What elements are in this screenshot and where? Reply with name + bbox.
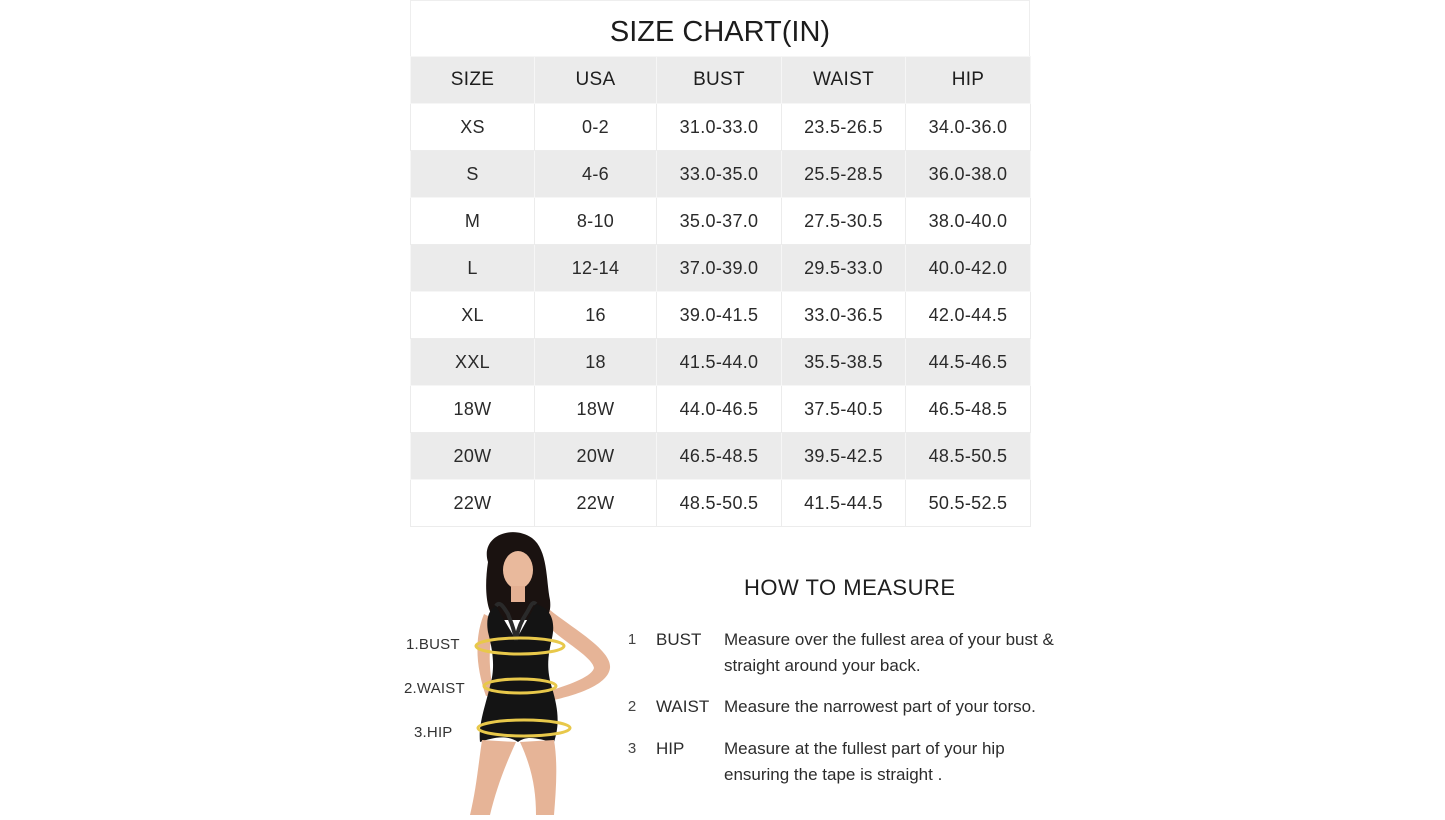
column-header-waist: WAIST	[782, 57, 906, 104]
cell-bust: 35.0-37.0	[657, 198, 782, 245]
measure-step-waist	[622, 694, 1062, 722]
table-row	[411, 292, 1031, 339]
face-shape	[503, 551, 533, 589]
cell-usa: 8-10	[535, 198, 657, 245]
cell-usa: 4-6	[535, 151, 657, 198]
cell-usa: 16	[535, 292, 657, 339]
cell-usa: 18	[535, 339, 657, 386]
figure-label-hip: 3.HIP	[414, 724, 453, 741]
cell-usa: 0-2	[535, 104, 657, 151]
cell-bust: 46.5-48.5	[657, 433, 782, 480]
column-header-hip: HIP	[906, 57, 1031, 104]
step-name: WAIST	[656, 697, 710, 716]
cell-hip: 44.5-46.5	[906, 339, 1031, 386]
cell-bust: 37.0-39.0	[657, 245, 782, 292]
cell-hip: 38.0-40.0	[906, 198, 1031, 245]
step-name: BUST	[656, 630, 702, 649]
cell-bust: 48.5-50.5	[657, 480, 782, 527]
model-illustration	[400, 528, 630, 815]
cell-waist: 23.5-26.5	[782, 104, 906, 151]
step-description: Measure over the fullest area of your bust & straight around your back.	[724, 630, 1054, 675]
cell-waist: 33.0-36.5	[782, 292, 906, 339]
neck-shape	[511, 586, 525, 602]
cell-hip: 40.0-42.0	[906, 245, 1031, 292]
cell-hip: 48.5-50.5	[906, 433, 1031, 480]
right-leg-shape	[520, 740, 556, 815]
table-row	[411, 433, 1031, 480]
step-number: 3	[627, 740, 637, 757]
cell-hip: 50.5-52.5	[906, 480, 1031, 527]
step-number: 1	[627, 631, 637, 648]
how-to-measure-section	[400, 528, 1080, 815]
left-leg-shape	[470, 740, 516, 815]
cell-size: L	[411, 245, 535, 292]
step-description: Measure at the fullest part of your hip ensuring the tape is straight .	[724, 739, 1005, 784]
cell-hip: 36.0-38.0	[906, 151, 1031, 198]
cell-waist: 37.5-40.5	[782, 386, 906, 433]
cell-size: XS	[411, 104, 535, 151]
cell-waist: 39.5-42.5	[782, 433, 906, 480]
size-chart-title: SIZE CHART(IN)	[410, 0, 1030, 56]
table-row	[411, 245, 1031, 292]
figure-label-waist: 2.WAIST	[404, 680, 465, 697]
step-number: 2	[627, 698, 637, 715]
cell-hip: 34.0-36.0	[906, 104, 1031, 151]
table-row	[411, 339, 1031, 386]
cell-waist: 29.5-33.0	[782, 245, 906, 292]
cell-waist: 41.5-44.5	[782, 480, 906, 527]
cell-waist: 27.5-30.5	[782, 198, 906, 245]
table-header-row	[411, 57, 1031, 104]
table-row	[411, 104, 1031, 151]
column-header-size: SIZE	[411, 57, 535, 104]
size-chart	[410, 0, 1030, 527]
cell-hip: 46.5-48.5	[906, 386, 1031, 433]
cell-size: XL	[411, 292, 535, 339]
cell-usa: 18W	[535, 386, 657, 433]
measure-step-bust	[622, 627, 1062, 683]
step-description: Measure the narrowest part of your torso.	[724, 697, 1036, 716]
table-row	[411, 480, 1031, 527]
table-row	[411, 386, 1031, 433]
figure-label-bust: 1.BUST	[406, 636, 460, 653]
step-name: HIP	[656, 739, 685, 758]
column-header-bust: BUST	[657, 57, 782, 104]
table-row	[411, 151, 1031, 198]
cell-size: M	[411, 198, 535, 245]
model-figure	[400, 528, 630, 815]
table-row	[411, 198, 1031, 245]
cell-hip: 42.0-44.5	[906, 292, 1031, 339]
cell-size: 18W	[411, 386, 535, 433]
cell-bust: 31.0-33.0	[657, 104, 782, 151]
cell-bust: 33.0-35.0	[657, 151, 782, 198]
cell-bust: 39.0-41.5	[657, 292, 782, 339]
measure-step-hip	[622, 736, 1062, 792]
cell-size: XXL	[411, 339, 535, 386]
cell-bust: 44.0-46.5	[657, 386, 782, 433]
column-header-usa: USA	[535, 57, 657, 104]
cell-bust: 41.5-44.0	[657, 339, 782, 386]
cell-usa: 20W	[535, 433, 657, 480]
cell-waist: 25.5-28.5	[782, 151, 906, 198]
cell-size: 20W	[411, 433, 535, 480]
cell-size: 22W	[411, 480, 535, 527]
size-chart-table	[410, 56, 1031, 527]
cell-waist: 35.5-38.5	[782, 339, 906, 386]
cell-size: S	[411, 151, 535, 198]
how-to-measure-title: HOW TO MEASURE	[744, 575, 956, 600]
cell-usa: 12-14	[535, 245, 657, 292]
cell-usa: 22W	[535, 480, 657, 527]
